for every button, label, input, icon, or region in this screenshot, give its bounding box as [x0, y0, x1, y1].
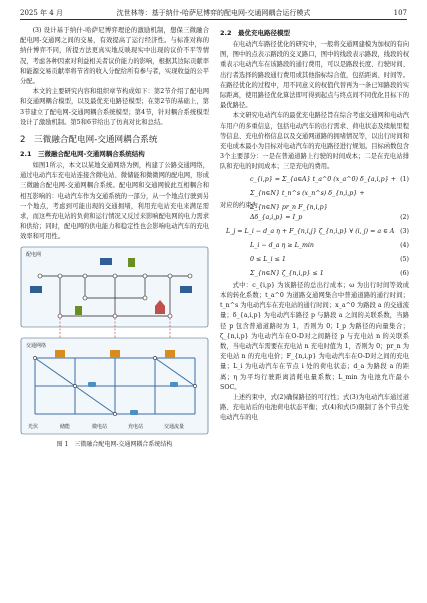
- bus-node: [58, 314, 62, 318]
- paragraph: 对应的约束为: [220, 201, 258, 209]
- equation-1-line1: c_{i,p} = Σ_{a∈A} t_a^0 (x_a^0) δ_{a,i,p} + Σ_{n∈N} t_n^s (x_n^s) δ_{n,i,p} +: [250, 175, 396, 197]
- running-header: [20, 7, 407, 20]
- page-number: 107: [393, 9, 407, 17]
- legend-micro-station: 微电站: [92, 423, 108, 430]
- header-title: 沈世林等：基于纳什-哈萨尼博弈的配电网-交通网耦合运行模式: [116, 9, 311, 17]
- paragraph: 本文的主要研究内容和组织章节构成如下：第2节介绍了配电网和交通网耦合模型，以及最优充电路径模型；在第2节的基础上，第3节建立了配电网-交通网耦合系统模型；第4节，针对耦合系统模型设计了激励机制。第5和6节给出了仿真对比和总结。: [20, 88, 209, 126]
- bus-node: [168, 314, 172, 318]
- equation-6: [220, 267, 409, 281]
- storage-icon: [128, 258, 135, 267]
- storage-icon: [75, 306, 82, 315]
- ev-icon: [88, 382, 96, 387]
- equation-number: (2): [400, 213, 409, 221]
- bus-node: [168, 274, 172, 278]
- bus-node: [188, 274, 192, 278]
- charging-station-icon: [55, 350, 65, 358]
- paragraph: (3) 设计基于纳什-哈萨尼博弈理论的激励机制，想保三微融合配电网-交通网之间的交易，有效提高了运行经济性。与标准对称的纳什博弈不同，所提方法更真实地反映现实中出现的议价不平等情况，考虑各种因素对利益相关者议价能力的影响，根据其边际贡献率和能源交易贡献率将节省的收入分配给所有参与者，实现收益的公平分配。: [20, 27, 209, 86]
- figure-1: [20, 246, 209, 446]
- equation-2: [220, 211, 409, 225]
- paragraph: 上述约束中，式(2)确保路径的可行性；式(3)为电动汽车通过道路、充电站后的电池荷电状态平衡；式(4)和式(5)限制了各个节点处电动汽车的电: [220, 394, 409, 422]
- distribution-network-label: 配电网: [26, 251, 42, 258]
- right-column: [220, 26, 409, 424]
- coupled-system-diagram: [20, 246, 209, 436]
- intersection-node: [73, 384, 76, 387]
- equation-5: [220, 253, 409, 267]
- charging-station-icon: [110, 350, 120, 358]
- traffic-network-label: 交通网络: [26, 342, 47, 349]
- intersection-node: [113, 412, 116, 415]
- figure-caption: 图 1 三微融合配电网-交通网耦合系统结构: [56, 440, 173, 448]
- bus-node: [113, 274, 117, 278]
- charging-station-icon: [165, 350, 175, 358]
- bus-node: [83, 274, 87, 278]
- left-column: [20, 26, 209, 446]
- bus-node: [83, 296, 87, 300]
- equation-text: L_i − d_a η ≥ L_min: [250, 241, 314, 249]
- equation-number: (3): [400, 227, 409, 235]
- equation-number: (4): [400, 241, 409, 249]
- legend-traffic-flow: 交通流量: [164, 423, 185, 430]
- equation-number: (6): [400, 269, 409, 277]
- equation-text: Σ_{n∈N} ζ_{n,i,p} ≤ 1: [250, 269, 324, 277]
- equation-text: L_j = L_i − d_a η + F_{n,i,j} ζ_{n,i,p} ∀ (i, j) = a ∈ A: [226, 227, 395, 235]
- equation-4: [220, 239, 409, 253]
- bus-node: [143, 296, 147, 300]
- bus-node: [38, 274, 42, 278]
- subsection-heading: 2.1 三微融合配电网-交通网耦合系统结构: [20, 150, 145, 159]
- intersection-node: [33, 356, 36, 359]
- ev-icon: [170, 382, 178, 387]
- pv-panel-icon: [180, 286, 192, 293]
- bus-node: [143, 274, 147, 278]
- equation-1-line2: Σ_{n∈N} pr_n F_{n,i,p}: [250, 203, 328, 211]
- legend-storage: 储能: [60, 423, 71, 430]
- pv-panel-icon: [100, 258, 112, 265]
- ev-icon: [130, 410, 138, 415]
- paragraph: 式中：c_{i,p} 为该路径的总出行成本；ω 为出行时间等效成本的转化系数；t_a^0 为道路交通网集合中普通道路的通行时间；t_n^s 为电动汽车在充电站的通行时间；x_a^0 为路段 a 的交通流量；δ_{a,i,p} 为电动汽车路径 p 与路段 a 之间的关联系数，当路径 p 包含普通道路时为 1，否则为 0；I_p 为路径的向量集合；ζ_{n,i,p} 为电动汽车在O-D对之间路径 p 与充电站 n 的关联系数，当电动汽车需要在充电站 n 充电时值为 1，否则为 0；pr_n 为充电站 n 的充电电价；F_{n,i,p} 为电动汽车在O-D对之间的充电量；L_i 为电动汽车在节点 i 处的荷电状态；d_a 为路段 a 的距离；η 为平均行驶距离消耗电量系数；L_min 为电池允许最小 SOC。: [220, 281, 409, 391]
- pv-panel-icon: [30, 286, 42, 293]
- bus-node: [58, 274, 62, 278]
- equation-text: Δδ_{a,i,p} = I_p: [250, 213, 303, 221]
- intersection-node: [193, 384, 196, 387]
- equation-number: (5): [400, 255, 409, 263]
- equation-3: [220, 225, 409, 239]
- subsection-heading: 2.2 最优充电路径模型: [220, 29, 291, 37]
- paragraph: 如图1所示，本文以某地交通网络为例，构建了公路交通网络，通过电动汽车充电站连接含微电站、微储能和微微网的配电网，形成三微融合配电网-交通网耦合系统。配电网和交通网彼此互相耦合和相互影响的：电动汽车作为交通系统的一部分，从一个地点行驶到另一个地点，考虑到可能出现的交通拥堵，利用充电站充电来满足需求，而这些充电站的负荷和运行情况又反过来影响配电网的电力需求和供给；同时，配电网的供电能力和稳定性也会影响电动汽车的充电效率和可用性。: [20, 162, 209, 241]
- paragraph: 在电动汽车路径优化的研究中，一般将交通网建模为加权的有向图，图中的点表示路段的交叉路口，图中的线段表示路段，线段的权重表示电动汽车在该路段的通行费用，可以是路段长度、行驶时间、出行者选择的路段通行费用或其他指标综合值，包括距离、时间等。在路径优化的过程中，用不同意义的权值代替再为一条已知路段的实际距离，使用路径优化算法即可得到起点与终点间不同优化目标下的最优路径。: [220, 41, 409, 110]
- intersection-node: [153, 356, 156, 359]
- equation-number: (1): [400, 175, 409, 183]
- bus-node: [113, 314, 117, 318]
- section-heading: 2 三微融合配电网-交通网耦合系统: [20, 135, 158, 146]
- paragraph: 本文研究电动汽车的最优充电路径旨在综合考虑交通网和电动汽车用户的多重信息，包括电动汽车的出行需求、荷电状态及续航里程等信息、充电价格信息以及交通网道路的拥堵情况等，以出行时间和充电成本最小为目标对电动汽车的充电路径进行规划。目标函数包含3个主要部分：一是在普通道路上行驶的时间成本；二是在充电站排队和充电的时间成本；三是充电的费用。: [220, 112, 409, 171]
- legend-pv: 光伏: [28, 423, 39, 430]
- header-date: 2025 年 4 月: [20, 9, 63, 17]
- equation-text: 0 ≤ L_i ≤ 1: [250, 255, 286, 263]
- legend-charging-station: 充电站: [128, 423, 144, 430]
